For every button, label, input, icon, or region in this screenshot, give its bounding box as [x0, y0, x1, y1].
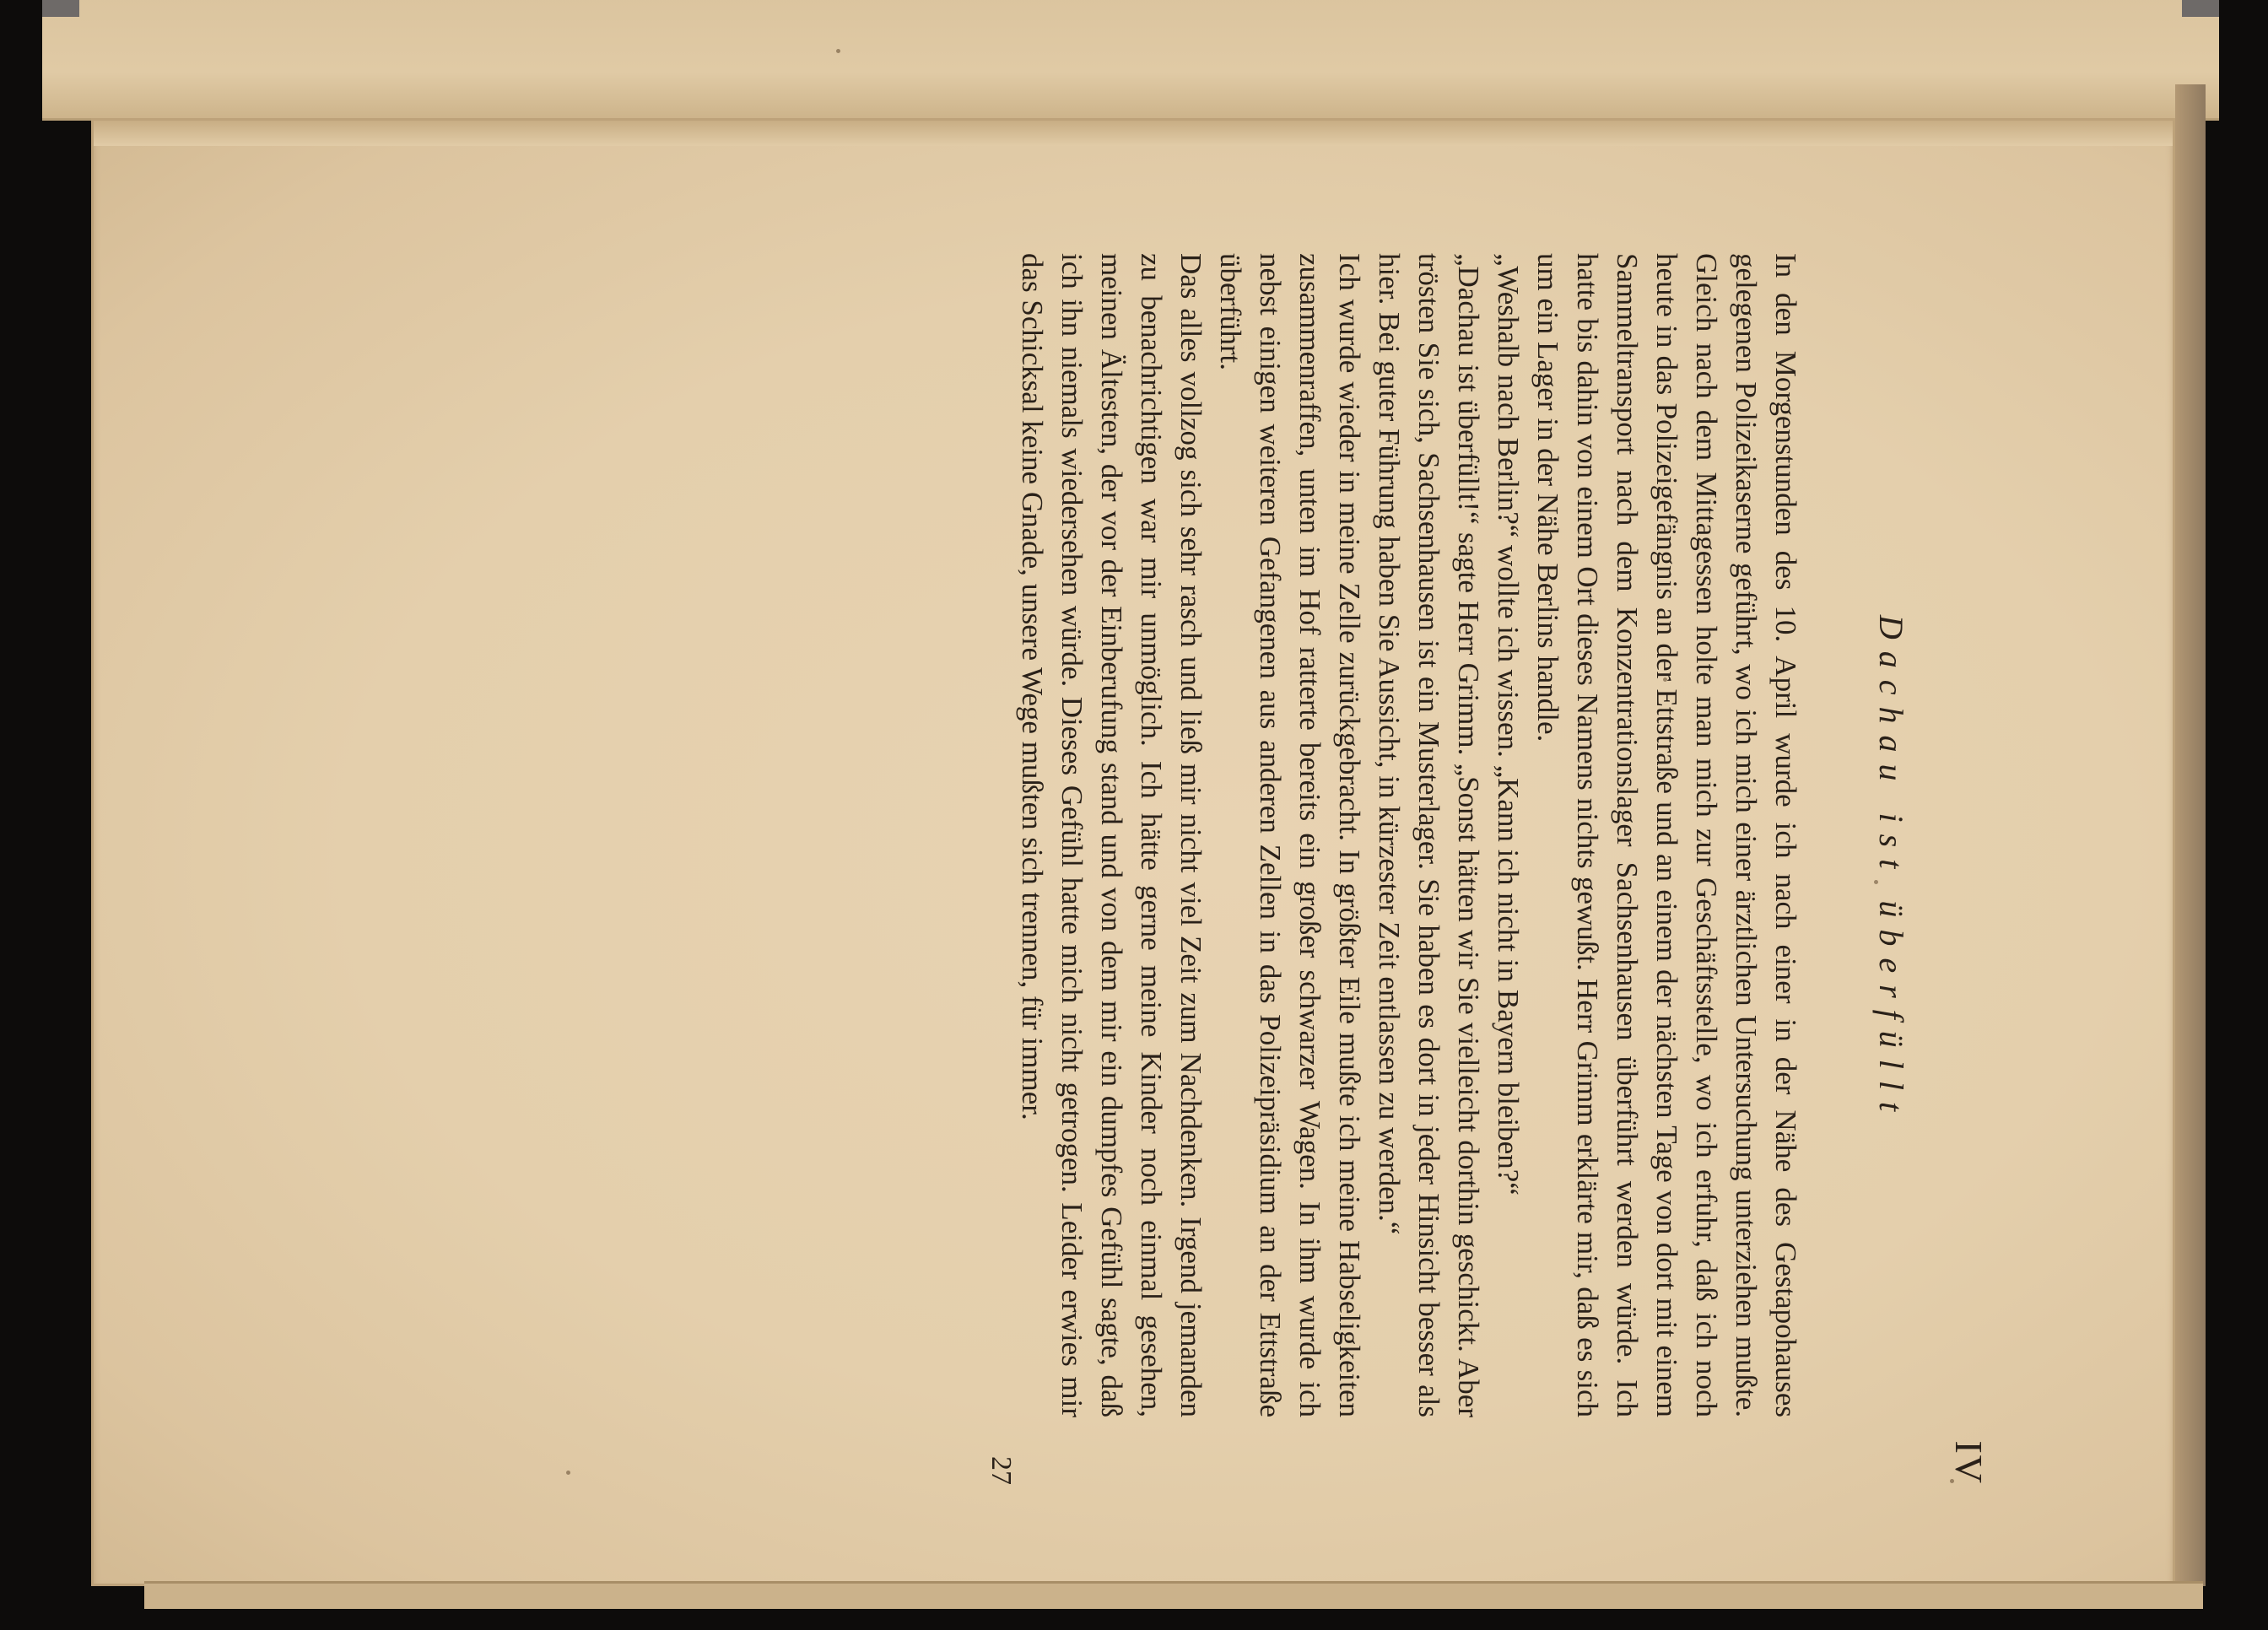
binding-edge-left: [42, 0, 79, 17]
book-fore-edge: [2175, 84, 2206, 1586]
paragraph: Das alles vollzog sich sehr rasch und ließ mir nicht viel Zeit zum Nachdenken. Irgend jemanden zu benachrichtigen war mir unmöglich. Ich hätte gerne meine Kinder noch einmal gesehen, meinen Ältesten, der vor der Einberufung stand und von dem mir ein dumpfes Gefühl sagte, daß ich ihn niemals wiedersehen würde. Dieses Gefühl hatte mich nicht getrogen. Leider erwies mir das Schicksal keine Gnade, unsere Wege mußten sich trennen, für immer.: [1016, 253, 1207, 1417]
paragraph: In den Morgenstunden des 10. April wurde ich nach einer in der Nähe des Gestapohauses gelegenen Polizeikaserne geführt, wo ich mich einer ärztlichen Untersuchung unterziehen mußte. Gleich nach dem Mittagessen holte man mich zur Geschäftsstelle, wo ich erfuhr, daß ich noch heute in das Polizeigefängnis an der Ettstraße und an einem der nächsten Tage von dort mit einem Sammeltransport nach dem Konzentrationslager Sachsenhausen überführt werden würde. Ich hatte bis dahin von einem Ort dieses Namens nichts gewußt. Herr Grimm erklärte mir, daß es sich um ein Lager in der Nähe Berlins handle.: [1531, 253, 1802, 1417]
rotated-text-block: [236, 253, 1991, 1485]
page-number: 27: [986, 1456, 1017, 1485]
chapter-body: [1012, 253, 1806, 1417]
paper-speck: [836, 49, 840, 53]
previous-page-edge: [42, 0, 2219, 121]
chapter-number: IV: [1947, 1440, 1990, 1485]
paragraph: „Weshalb nach Berlin?“ wollte ich wissen. „Kann ich nicht in Bayern bleiben?“: [1492, 253, 1525, 1196]
chapter-title: Dachau ist überfüllt: [1872, 614, 1910, 1124]
page-bottom-edge: [144, 1581, 2203, 1609]
paragraph: „Dachau ist überfüllt!“ sagte Herr Grimm. „Sonst hätten wir Sie vielleicht dorthin geschickt. Aber trösten Sie sich, Sachsenhausen ist ein Musterlager. Sie haben es dort in jeder Hinsicht besser als hier. Bei guter Führung haben Sie Aussicht, in kürzester Zeit entlassen zu werden.“: [1373, 253, 1485, 1417]
paragraph: Ich wurde wieder in meine Zelle zurückgebracht. In größter Eile mußte ich meine Habseligkeiten zusammenraffen, unten im Hof ratterte bereits ein großer schwarzer Wagen. In ihm wurde ich nebst einigen weiteren Gefangenen aus anderen Zellen in das Polizeipräsidium an der Ettstraße überführt.: [1214, 253, 1366, 1417]
page-gutter: [94, 121, 2173, 146]
binding-edge-right: [2182, 0, 2219, 17]
